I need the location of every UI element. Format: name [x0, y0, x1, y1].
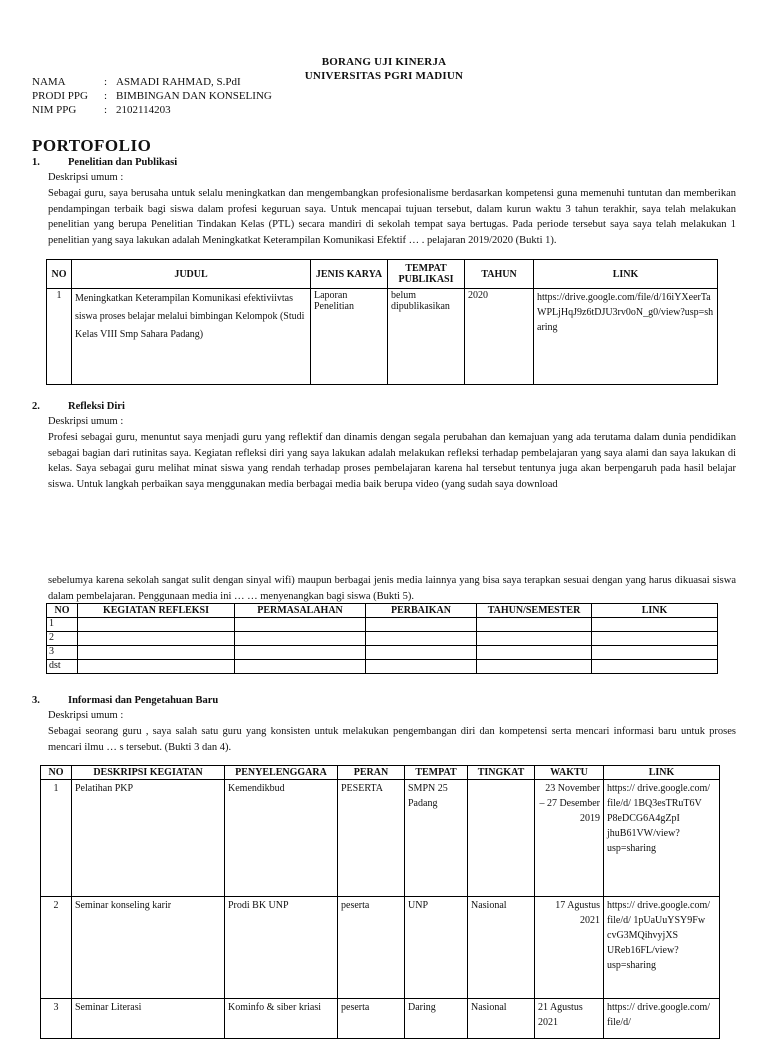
section3-paragraph: Sebagai seorang guru , saya salah satu guru yang konsisten untuk melakukan pengembangan diri dan kompetensi serta mencari informasi baru untuk proses mencari ilmu … s tersebut. (Bukti 3 dan 4).: [48, 726, 736, 753]
col-header: PERAN: [338, 766, 405, 780]
cell-waktu: 17 Agustus 2021: [535, 897, 604, 999]
col-header: PERBAIKAN: [366, 604, 477, 618]
col-header: TAHUN/SEMESTER: [477, 604, 592, 618]
research-table: [46, 259, 718, 385]
section3-heading: [32, 695, 332, 709]
identity-colon: :: [104, 104, 108, 116]
cell-penyelenggara: Kominfo & siber kriasi: [225, 999, 338, 1039]
table-row: [47, 646, 718, 660]
cell-empty: [592, 632, 718, 646]
cell-penyelenggara: Prodi BK UNP: [225, 897, 338, 999]
cell-deskripsi: Seminar Literasi: [72, 999, 225, 1039]
cell-tempat: UNP: [405, 897, 468, 999]
cell-no: 1: [47, 289, 72, 385]
identity-key: PRODI PPG: [32, 90, 88, 102]
identity-colon: :: [104, 90, 108, 102]
cell-tingkat: Nasional: [468, 897, 535, 999]
cell-empty: [235, 646, 366, 660]
cell-empty: [477, 618, 592, 632]
cell-no: 1: [41, 780, 72, 897]
col-header: TEMPAT PUBLIKASI: [388, 260, 465, 289]
cell-empty: [477, 632, 592, 646]
cell-no: 3: [47, 646, 78, 660]
identity-name: [32, 76, 241, 88]
col-header: LINK: [604, 766, 720, 780]
col-header: LINK: [592, 604, 718, 618]
cell-no: dst: [47, 660, 78, 674]
cell-tingkat: Nasional: [468, 999, 535, 1039]
col-header: TEMPAT: [405, 766, 468, 780]
col-header: DESKRIPSI KEGIATAN: [72, 766, 225, 780]
table-row: [47, 632, 718, 646]
cell-empty: [235, 618, 366, 632]
col-header: JENIS KARYA: [311, 260, 388, 289]
cell-deskripsi: Pelatihan PKP: [72, 780, 225, 897]
cell-empty: [235, 660, 366, 674]
cell-empty: [477, 646, 592, 660]
reflection-table: [46, 603, 718, 674]
col-header: WAKTU: [535, 766, 604, 780]
section2-heading: [32, 401, 332, 415]
identity-nim: [32, 104, 171, 116]
table-row: [41, 780, 720, 897]
section-title: Refleksi Diri: [68, 401, 125, 412]
identity-colon: :: [104, 76, 108, 88]
identity-value: ASMADI RAHMAD, S.PdI: [116, 76, 241, 88]
cell-empty: [366, 646, 477, 660]
cell-penyelenggara: Kemendikbud: [225, 780, 338, 897]
identity-value: BIMBINGAN DAN KONSELING: [116, 90, 272, 102]
cell-link[interactable]: https:// drive.google.com/ file/d/ 1pUaUuYSY9Fw cvG3MQihvyjXS UReb16FL/view? usp=sharing: [604, 897, 720, 999]
table-header-row: [47, 604, 718, 618]
cell-waktu: 21 Agustus 2021: [535, 999, 604, 1039]
form-title: BORANG UJI KINERJA: [321, 56, 447, 68]
information-table: [40, 765, 720, 1039]
section-title: Penelitian dan Publikasi: [68, 157, 178, 168]
cell-empty: [78, 632, 235, 646]
page-title: PORTOFOLIO: [32, 136, 152, 155]
section1-paragraph: Sebagai guru, saya berusaha untuk selalu meningkatkan dan mengembangkan profesionalisme berdasarkan kompetensi guna memenuhi tuntutan dan memberikan pendampingan terbaik bagi siswa dalam profesi keguruan saya. Untuk mencapai tujuan tersebut, dalam kurun waktu 3 tahun terakhir, saya telah melakukan penelitian yang berupa Penelitian Tindakan Kelas (PTL) secara mandiri di sekolah tempat saya bertugas. Pada periode tersebut saya saya telah melakukan 1 penelitian yang saya lakukan adalah Meningkatkat Keterampilan Komunikasi Efektif … . pelajaran 2019/2020 (Bukti 1).: [48, 188, 736, 246]
table-header-row: [47, 260, 718, 289]
cell-tempat: belum dipublikasikan: [388, 289, 465, 385]
cell-empty: [366, 632, 477, 646]
col-header: NO: [41, 766, 72, 780]
section2-desc-label: Deskripsi umum :: [48, 416, 124, 427]
cell-tahun: 2020: [465, 289, 534, 385]
cell-tempat: SMPN 25 Padang: [405, 780, 468, 897]
cell-empty: [477, 660, 592, 674]
col-header: TAHUN: [465, 260, 534, 289]
section2-paragraph1: Profesi sebagai guru, menuntut saya menjadi guru yang reflektif dan dinamis dengan segala perubahan dan kemajuan yang ada terutama dalam dunia pendidikan sebagai bagian dari rutinitas saya. Kegiatan refleksi diri yang saya lakukan adalah melakukan refleksi terhadap pembelajaran yang saya alami dan saya lakukan di kelas. Saya sebagai guru melihat minat siswa yang rendah terhadap proses pembelajaran karena hal tersebut tentunya juga akan berpengaruh pada hasil belajar siswa. Untuk langkah perbaikan saya menggunakan media berbagai media baik berupa video (yang sudah saya download: [48, 432, 736, 490]
section-title: Informasi dan Pengetahuan Baru: [68, 695, 219, 706]
cell-no: 3: [41, 999, 72, 1039]
university-name: UNIVERSITAS PGRI MADIUN: [304, 70, 464, 82]
section1-heading: [32, 157, 332, 171]
col-header: NO: [47, 260, 72, 289]
cell-empty: [366, 660, 477, 674]
cell-empty: [592, 646, 718, 660]
cell-link[interactable]: https:// drive.google.com/ file/d/ 1BQ3esTRuT6V P8eDCG6A4gZpI jhuB61VW/view? usp=sharing: [604, 780, 720, 897]
section-number: 2.: [32, 401, 40, 412]
section-number: 1.: [32, 157, 40, 168]
table-header-row: [41, 766, 720, 780]
cell-peran: peserta: [338, 897, 405, 999]
col-header: LINK: [534, 260, 718, 289]
cell-tempat: Daring: [405, 999, 468, 1039]
col-header: TINGKAT: [468, 766, 535, 780]
cell-empty: [78, 660, 235, 674]
col-header: JUDUL: [72, 260, 311, 289]
col-header: KEGIATAN REFLEKSI: [78, 604, 235, 618]
section1-desc-label: Deskripsi umum :: [48, 172, 124, 183]
cell-waktu: 23 November – 27 Desember 2019: [535, 780, 604, 897]
col-header: PERMASALAHAN: [235, 604, 366, 618]
cell-empty: [78, 646, 235, 660]
table-row: [41, 999, 720, 1039]
cell-peran: PESERTA: [338, 780, 405, 897]
cell-no: 1: [47, 618, 78, 632]
section2-paragraph2: sebelumya karena sekolah sangat sulit dengan sinyal wifi) maupun berbagai jenis media lainnya yang bisa saya terapkan sesuai dengan yang harus dikuasai siswa dalam pembelajaran. Penggunaan media ini … … menyenangkan bagi siswa (Bukti 5).: [48, 575, 736, 602]
col-header: NO: [47, 604, 78, 618]
identity-key: NAMA: [32, 76, 66, 88]
cell-empty: [235, 632, 366, 646]
table-row: [47, 618, 718, 632]
cell-link[interactable]: https://drive.google.com/file/d/16iYXeerTaWPLjHqJ9z6tDJU3rv0oN_g0/view?usp=sharing: [534, 289, 718, 385]
cell-judul: Meningkatkan Keterampilan Komunikasi efektiviivtas siswa proses belajar melalui bimbingan Kelompok (Studi Kelas VIII Smp Sahara Padang): [72, 289, 311, 385]
table-row: [47, 289, 718, 385]
table-row: [47, 660, 718, 674]
identity-value: 2102114203: [116, 104, 171, 116]
cell-deskripsi: Seminar konseling karir: [72, 897, 225, 999]
identity-key: NIM PPG: [32, 104, 77, 116]
cell-jenis: Laporan Penelitian: [311, 289, 388, 385]
cell-no: 2: [47, 632, 78, 646]
cell-empty: [592, 618, 718, 632]
identity-prodi: [32, 90, 272, 102]
section3-desc-label: Deskripsi umum :: [48, 710, 124, 721]
cell-link[interactable]: https:// drive.google.com/ file/d/: [604, 999, 720, 1039]
cell-no: 2: [41, 897, 72, 999]
cell-empty: [592, 660, 718, 674]
cell-peran: peserta: [338, 999, 405, 1039]
table-row: [41, 897, 720, 999]
cell-tingkat: [468, 780, 535, 897]
col-header: PENYELENGGARA: [225, 766, 338, 780]
cell-empty: [78, 618, 235, 632]
cell-empty: [366, 618, 477, 632]
section-number: 3.: [32, 695, 40, 706]
